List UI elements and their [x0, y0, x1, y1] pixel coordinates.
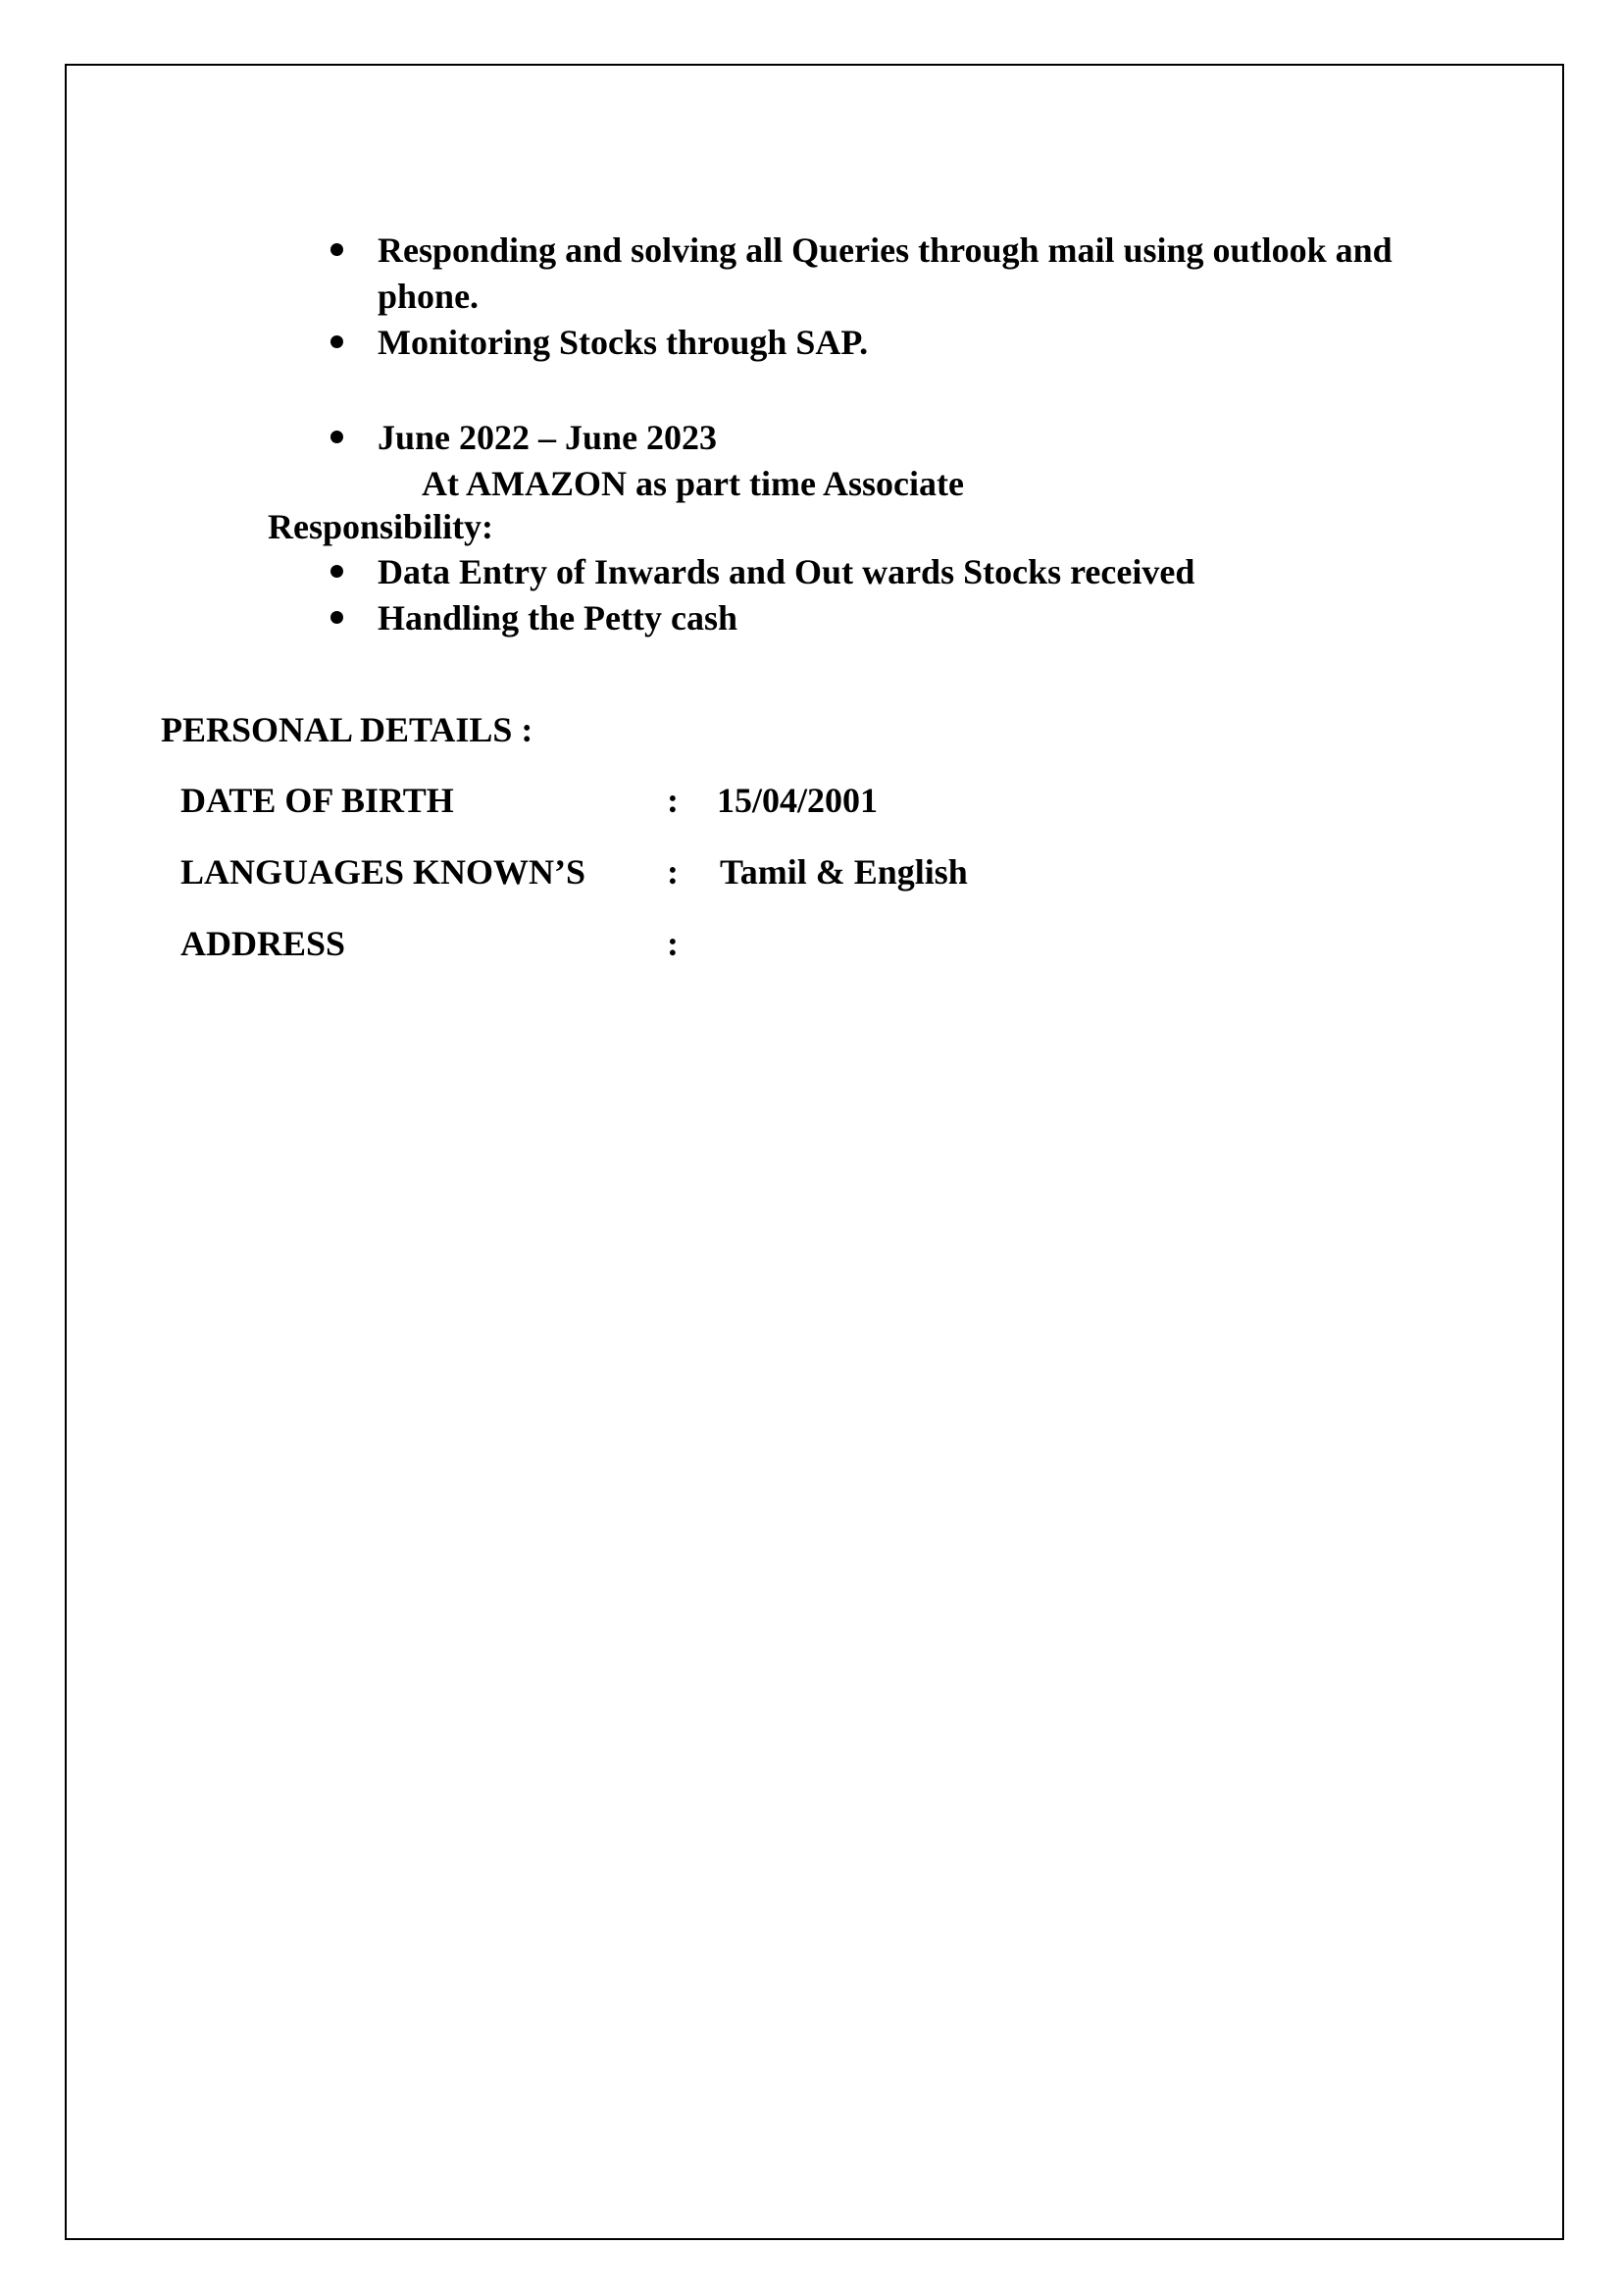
dob-label: DATE OF BIRTH: [180, 781, 454, 820]
list-item-text: Handling the Petty cash: [378, 598, 738, 638]
bullet-icon: [330, 243, 343, 256]
languages-label: LANGUAGES KNOWN’S: [180, 852, 586, 892]
responsibilities-list: [324, 228, 1500, 366]
personal-details-title: PERSONAL DETAILS :: [161, 710, 533, 749]
bullet-icon: [330, 431, 343, 443]
bullet-icon: [330, 335, 343, 348]
bullet-icon: [330, 611, 343, 624]
list-item-text: Monitoring Stocks through SAP.: [378, 323, 869, 362]
page-border: [65, 64, 1564, 2240]
list-item: [324, 228, 1500, 320]
job-period-list: [324, 415, 1500, 461]
address-label: ADDRESS: [180, 924, 346, 963]
address-separator: :: [667, 924, 679, 963]
list-item-text: Responding and solving all Queries through mail using outlook and phone.: [378, 230, 1393, 316]
list-item: [324, 415, 1500, 461]
languages-separator: :: [667, 852, 679, 892]
dob-value: 15/04/2001: [717, 781, 879, 820]
bullet-icon: [330, 565, 343, 578]
languages-value: Tamil & English: [720, 852, 968, 892]
dob-separator: :: [667, 781, 679, 820]
list-item: [324, 549, 1500, 595]
responsibility-label: Responsibility:: [268, 507, 494, 546]
list-item: [324, 320, 1500, 366]
job-period: June 2022 – June 2023: [378, 418, 718, 457]
list-item: [324, 595, 1500, 641]
amazon-responsibilities-list: [324, 549, 1500, 641]
company-line: At AMAZON as part time Associate: [422, 464, 964, 503]
list-item-text: Data Entry of Inwards and Out wards Stocks received: [378, 552, 1195, 591]
